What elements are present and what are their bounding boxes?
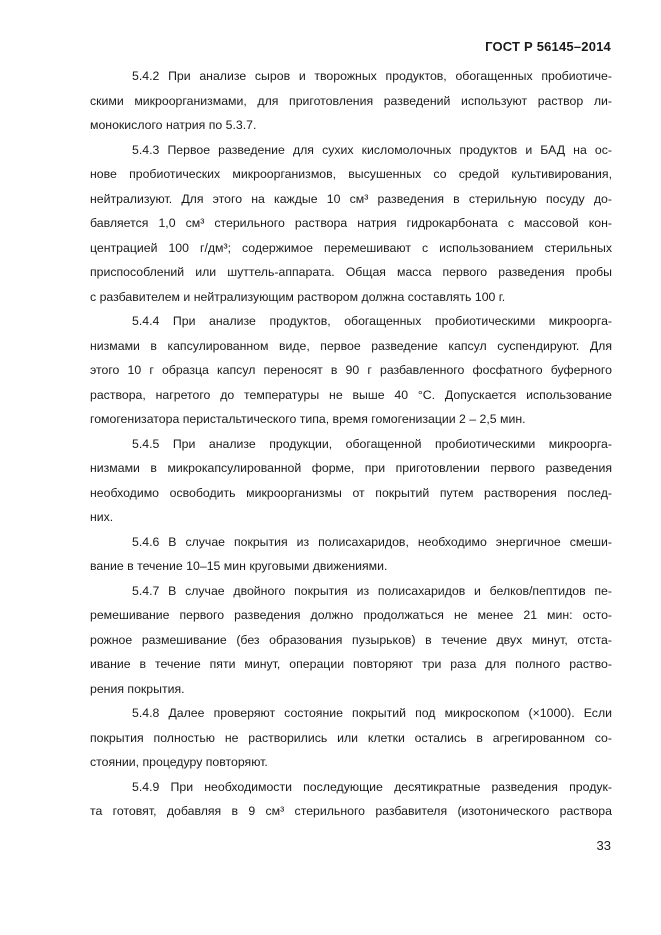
text-line: гомогенизатора перистальтического типа, время гомогенизации 2 – 2,5 мин. <box>90 412 526 426</box>
text-line: покрытия полностью не растворились или клетки остались в агрегированном со- <box>90 730 612 745</box>
text-line: с разбавителем и нейтрализующим раствором должна составлять 100 г. <box>90 289 506 304</box>
text-line: скими микроорганизмами, для приготовления разведений используют раствор ли- <box>90 93 612 108</box>
page-number: 33 <box>596 838 611 853</box>
paragraph <box>90 64 612 138</box>
text-line: 5.4.2 При анализе сыров и творожных продуктов, обогащенных пробиотиче- <box>132 69 612 83</box>
text-line: 5.4.7 В случае двойного покрытия из полисахаридов и белков/пептидов пе- <box>132 583 612 598</box>
text-line: 5.4.9 При необходимости последующие десятикратные разведения продук- <box>132 779 612 794</box>
paragraph <box>90 309 612 432</box>
document-body <box>90 64 612 824</box>
text-line: вание в течение 10–15 мин круговыми движениями. <box>90 559 388 573</box>
paragraph <box>90 138 612 310</box>
text-line: нове пробиотических микроорганизмов, высушенных со средой культивирования, <box>90 167 612 181</box>
text-line: необходимо освободить микроорганизмы от покрытий путем растворения послед- <box>90 485 612 500</box>
text-line: 5.4.3 Первое разведение для сухих кисломолочных продуктов и БАД на ос- <box>132 142 612 157</box>
paragraph <box>90 432 612 530</box>
text-line: 5.4.8 Далее проверяют состояние покрытий под микроскопом (×1000). Если <box>132 706 612 720</box>
text-line: монокислого натрия по 5.3.7. <box>90 118 257 132</box>
text-line: низмами в микрокапсулированной форме, при приготовлении первого разведения <box>90 461 612 475</box>
text-line: раствора, нагретого до температуры не выше 40 °С. Допускается использование <box>90 387 612 402</box>
paragraph <box>90 701 612 775</box>
text-line: них. <box>90 510 114 524</box>
paragraph <box>90 775 612 824</box>
text-line: бавляется 1,0 см³ стерильного раствора натрия гидрокарбоната с массовой кон- <box>90 216 612 230</box>
text-line: 5.4.4 При анализе продуктов, обогащенных пробиотическими микроорга- <box>132 314 612 328</box>
text-line: ивание в течение пяти минут, операции повторяют три раза для полного раство- <box>90 657 612 671</box>
text-line: ремешивание первого разведения должно продолжаться не менее 21 мин: осто- <box>90 608 612 622</box>
text-line: стоянии, процедуру повторяют. <box>90 755 268 769</box>
text-line: 5.4.5 При анализе продукции, обогащенной пробиотическими микроорга- <box>132 436 612 451</box>
text-line: этого 10 г образца капсул переносят в 90 г разбавленного фосфатного буферного <box>90 363 612 377</box>
text-line: приспособлений или шуттель-аппарата. Общая масса первого разведения пробы <box>90 265 612 279</box>
text-line: рожное размешивание (без образования пузырьков) в течение двух минут, отста- <box>90 632 612 647</box>
paragraph <box>90 579 612 702</box>
text-line: нейтрализуют. Для этого на каждые 10 см³ разведения в стерильную посуду до- <box>90 191 612 206</box>
text-line: 5.4.6 В случае покрытия из полисахаридов, необходимо энергичное смеши- <box>132 534 612 549</box>
text-line: низмами в капсулированном виде, первое разведение капсул суспендируют. Для <box>90 338 612 353</box>
text-line: рения покрытия. <box>90 681 185 696</box>
text-line: центрацией 100 г/дм³; содержимое перемешивают с использованием стерильных <box>90 240 612 255</box>
paragraph <box>90 530 612 579</box>
text-line: та готовят, добавляя в 9 см³ стерильного разбавителя (изотонического раствора <box>90 804 612 818</box>
document-header: ГОСТ Р 56145–2014 <box>485 39 611 54</box>
